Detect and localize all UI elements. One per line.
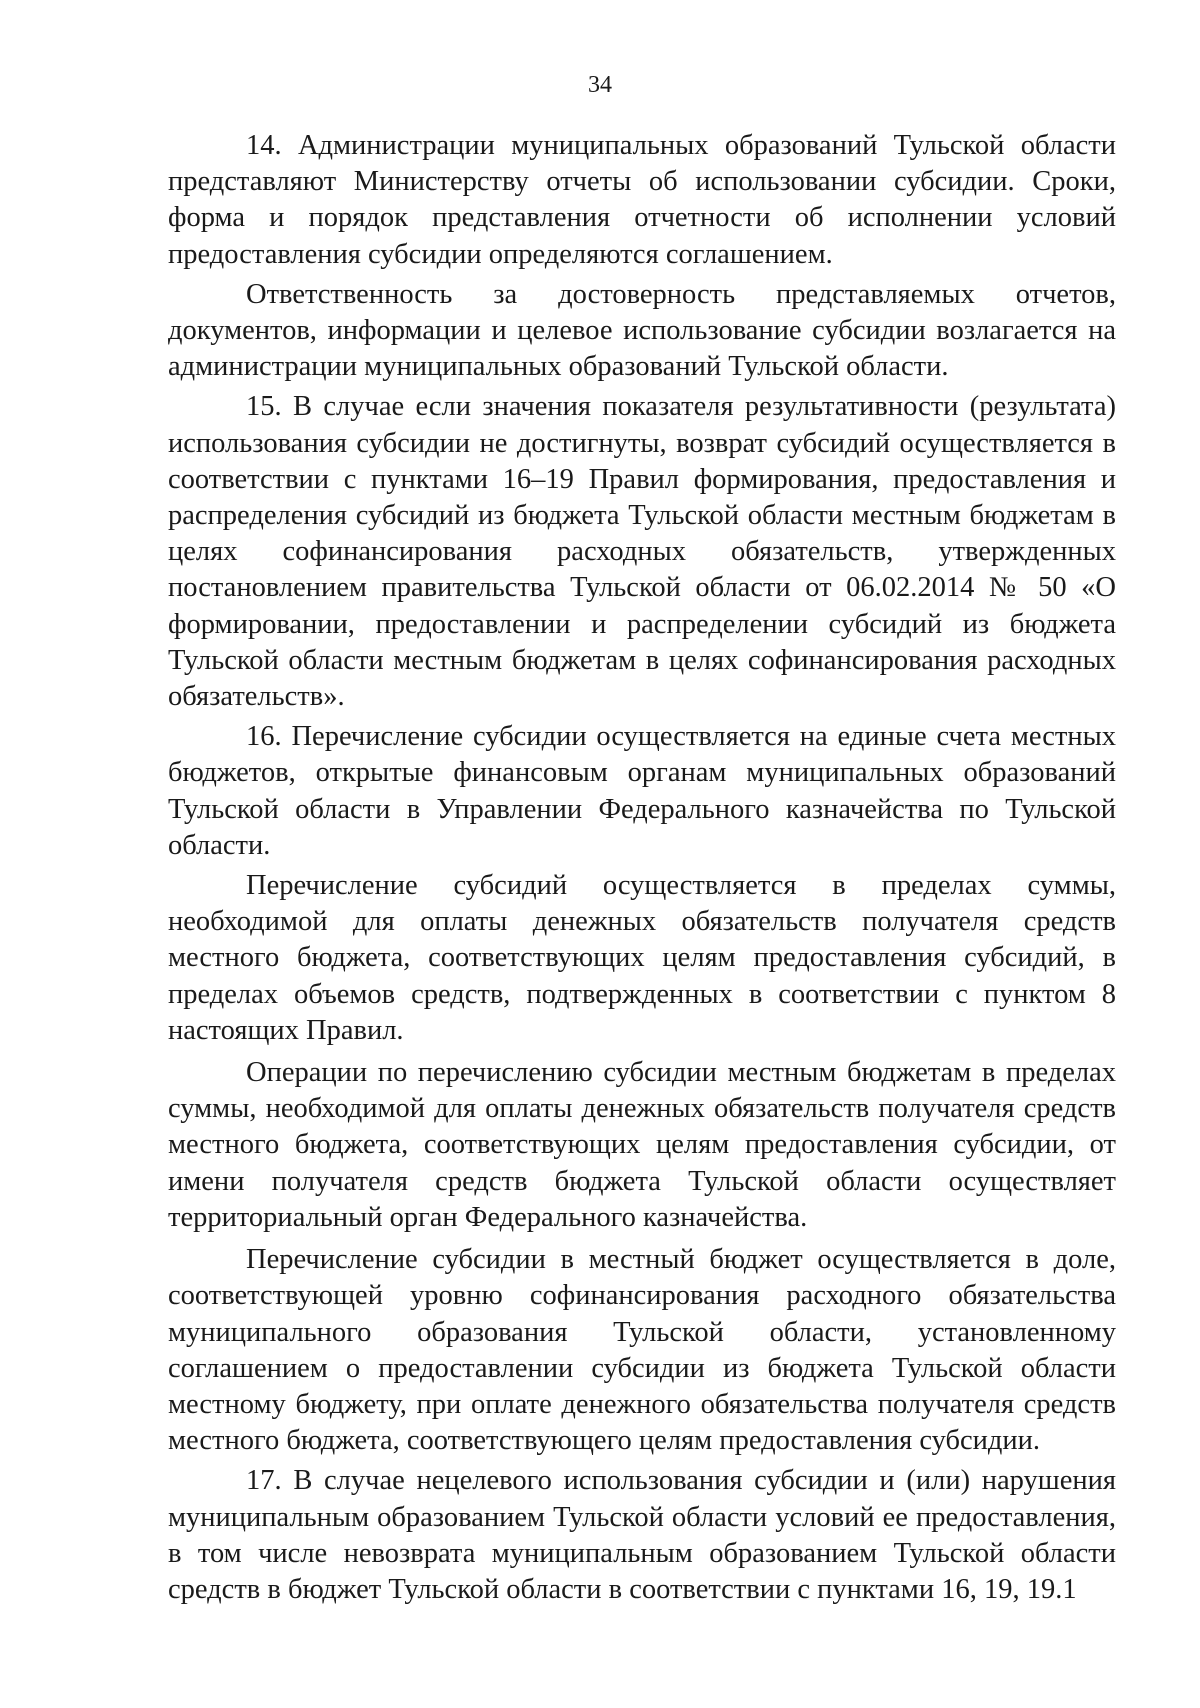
document-body — [168, 128, 1116, 1612]
paragraph-16-transfer-limits: Перечисление субсидий осуществляется в пределах суммы, необходимой для оплаты денежных обязательств получателя средств местного бюджета, соответствующих целям предоставления субсидий, в пределах объемов средств, подтвержденных в соответствии с пунктом 8 настоящих Правил. — [168, 870, 1116, 1046]
paragraph-15: 15. В случае если значения показателя результативности (результата) использования субсидии не достигнуты, возврат субсидий осуществляется в соответствии с пунктами 16–19 Правил формирования, предоставления и распределения субсидий из бюджета Тульской области местным бюджетам в целях софинансирования расходных обязательств, утвержденных постановлением правительства Тульской области от 06.02.2014 № 50 «О формировании, предоставлении и распределении субсидий из бюджета Тульской области местным бюджетам в целях софинансирования расходных обязательств». — [168, 391, 1116, 713]
paragraph-16-share: Перечисление субсидии в местный бюджет осуществляется в доле, соответствующей уровню софинансирования расходного обязательства муниципального образования Тульской области, установленному соглашением о предоставлении субсидии из бюджета Тульской области местному бюджету, при оплате денежного обязательства получателя средств местного бюджета, соответствующего целям предоставления субсидии. — [168, 1244, 1116, 1457]
paragraph-16-operations: Операции по перечислению субсидии местным бюджетам в пределах суммы, необходимой для оплаты денежных обязательств получателя средств местного бюджета, соответствующих целям предоставления субсидии, от имени получателя средств бюджета Тульской области осуществляет территориальный орган Федерального казначейства. — [168, 1057, 1116, 1233]
paragraph-16: 16. Перечисление субсидии осуществляется на единые счета местных бюджетов, открытые финансовым органам муниципальных образований Тульской области в Управлении Федерального казначейства по Тульской области. — [168, 721, 1116, 861]
paragraph-14-responsibility: Ответственность за достоверность представляемых отчетов, документов, информации и целевое использование субсидии возлагается на администрации муниципальных образований Тульской области. — [168, 278, 1116, 383]
page-number: 34 — [588, 72, 612, 98]
paragraph-17: 17. В случае нецелевого использования субсидии и (или) нарушения муниципальным образованием Тульской области условий ее предоставления, в том числе невозврата муниципальным образованием Тульской области средств в бюджет Тульской области в соответствии с пунктами 16, 19, 19.1 — [168, 1465, 1116, 1605]
paragraph-14: 14. Администрации муниципальных образований Тульской области представляют Министерству отчеты об использовании субсидии. Сроки, форма и порядок представления отчетности об исполнении условий предоставления субсидии определяются соглашением. — [168, 130, 1116, 270]
